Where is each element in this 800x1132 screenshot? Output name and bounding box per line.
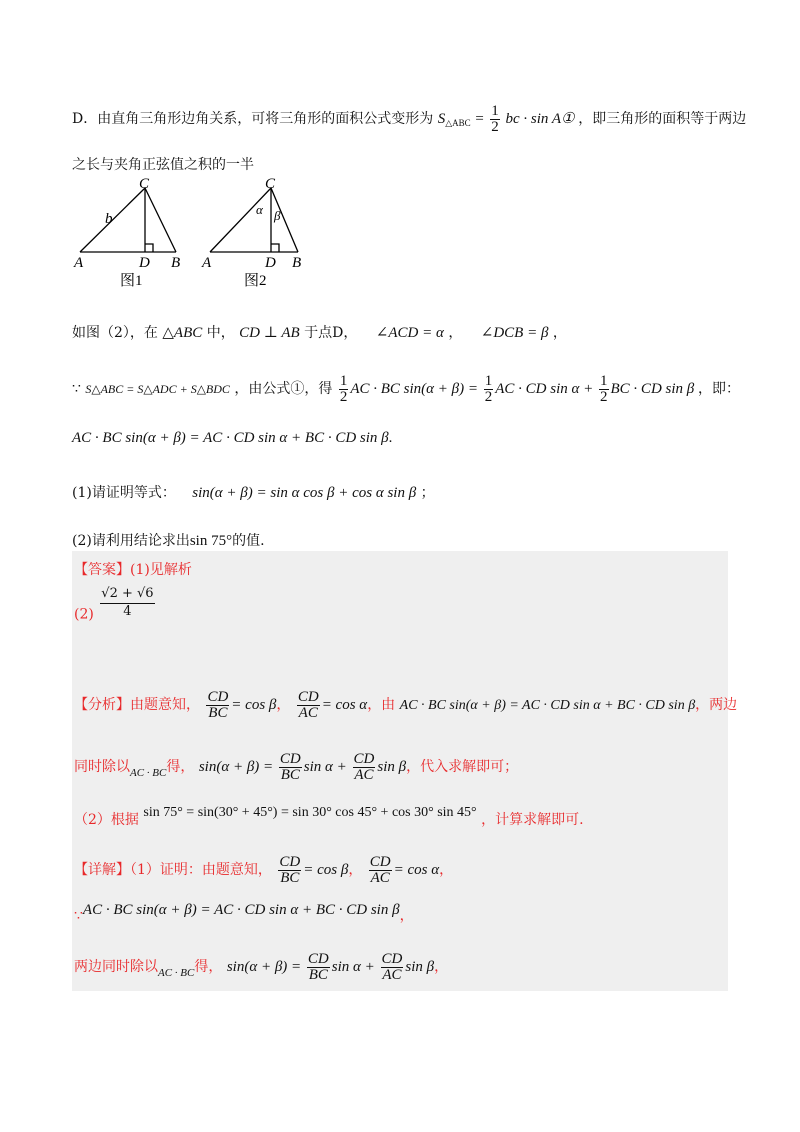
because-result: AC · BC sin(α + β) = AC · CD sin α + BC · CD sin β. bbox=[72, 430, 393, 446]
detail-line-2: ∵AC · BC sin(α + β) = AC · CD sin α + BC · CD sin β， bbox=[74, 902, 414, 924]
fig1-label-D: D bbox=[139, 255, 150, 271]
detail-tag: 【详解】 bbox=[74, 861, 130, 878]
fig1-caption: 图1 bbox=[120, 273, 143, 289]
figure-1 bbox=[80, 188, 176, 252]
given-line: 如图（2），在 △ABC 中， CD ⊥ AB 于点D， ∠ACD = α ， ∠DCB = β ， bbox=[72, 325, 567, 341]
fig2-label-C: C bbox=[265, 176, 276, 192]
answer-line-2: (2) $\frac{√2 + √6}{4}$ bbox=[74, 586, 154, 623]
analysis-line-2: 同时除以$_{AC \cdot BC}$得， sin(α + β) = $\frac{CD}{BC}$ sin α + $\frac{CD}{AC}$ sin β，代入求解即可； bbox=[74, 751, 519, 783]
intro-prefix: D．由直角三角形边角关系，可将三角形的面积公式变形为 bbox=[72, 110, 434, 127]
analysis-line-1: 【分析】由题意知， $\frac{CD}{BC}$ = cos β， $\frac{CD}{AC}$ = cos α，由 AC · BC sin(α + β) = AC · CD sin α + BC · CD sin β，两边 bbox=[74, 689, 738, 721]
triangle-figures bbox=[68, 172, 348, 292]
intro-line-1 bbox=[72, 104, 746, 135]
fig2-label-D: D bbox=[265, 255, 276, 271]
answer-line-1 bbox=[74, 559, 192, 579]
analysis-line-3: （2）根据 sin 75° = sin(30° + 45°) = sin 30° cos 45° + cos 30° sin 45° ，计算求解即可. bbox=[74, 805, 584, 828]
question-1: (1)请证明等式： sin(α + β) = sin α cos β + cos α sin β ； bbox=[72, 485, 435, 501]
detail-line-3: 两边同时除以$_{AC \cdot BC}$得， sin(α + β) = $\frac{CD}{BC}$ sin α + $\frac{CD}{AC}$ sin β， bbox=[74, 951, 449, 983]
answer-1: (1)见解析 bbox=[130, 562, 192, 578]
because-line: ∵ S△ABC = S△ADC + S△BDC ，由公式①，得 $\frac{1}{2}$ AC · BC sin(α + β) = $\frac{1}{2}$ AC · CD sin α + $\frac{1}{2}$ BC · CD sin β ，即： bbox=[72, 373, 740, 405]
fig2-caption: 图2 bbox=[244, 273, 267, 289]
figure-2 bbox=[210, 188, 298, 252]
area-formula: $S_{\triangle ABC}$ = $\frac{1}{2}$ bc · sin A① bbox=[437, 103, 575, 135]
answer-2-fraction: $\frac{√2 + √6}{4}$ bbox=[101, 586, 154, 619]
question-2: (2)请利用结论求出sin 75°的值. bbox=[72, 533, 265, 549]
detail-line-1: 【详解】（1）证明：由题意知， $\frac{CD}{BC}$ = cos β， $\frac{CD}{AC}$ = cos α， bbox=[74, 854, 454, 886]
fig2-label-alpha: α bbox=[256, 202, 263, 217]
answer-tag: 【答案】 bbox=[74, 562, 130, 578]
fig1-label-b: b bbox=[105, 211, 113, 227]
analysis-tag: 【分析】 bbox=[74, 696, 130, 713]
fig2-label-A: A bbox=[202, 255, 212, 271]
intro-line-2: 之长与夹角正弦值之积的一半 bbox=[72, 157, 254, 173]
fig2-label-B: B bbox=[292, 255, 302, 271]
fig1-label-B: B bbox=[171, 255, 181, 271]
fig1-label-A: A bbox=[74, 255, 84, 271]
fig1-label-C: C bbox=[139, 176, 150, 192]
fig2-label-beta: β bbox=[274, 208, 281, 223]
intro-suffix: ，即三角形的面积等于两边 bbox=[578, 110, 747, 127]
